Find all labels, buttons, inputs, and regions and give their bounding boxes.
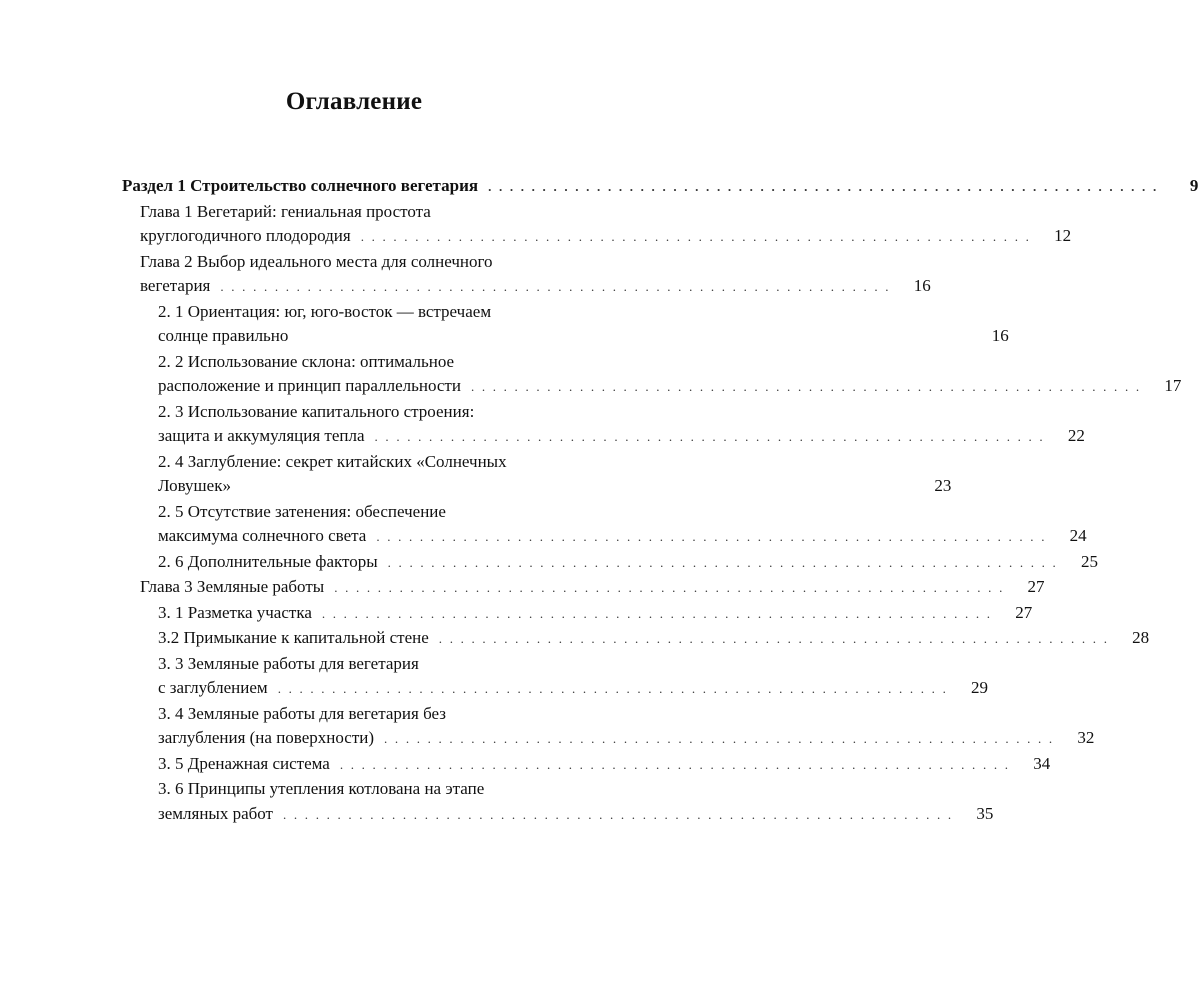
toc-entry[interactable]	[122, 626, 1150, 652]
toc-entry-title: с заглублением	[158, 678, 268, 697]
dot-leader: . . . . . . . . . . . . . . . . . . . . . . . . . . . . . . . . . . . . . . . . . . . . . . . . . . . . . . . . . . . . . .	[339, 756, 1011, 772]
toc-entry-title: 3. 1 Разметка участка	[158, 602, 312, 622]
toc-entry-line: 2. 5 Отсутствие затенения: обеспечение	[158, 501, 446, 521]
toc-entry[interactable]	[122, 350, 1182, 400]
toc-entry-line: Глава 1 Вегетарий: гениальная простота	[140, 201, 431, 221]
toc-page-number: 16	[913, 276, 931, 295]
toc-entry-title: Глава 3 Земляные работы	[140, 577, 325, 596]
toc-entry-title: круглогодичного плодородия	[140, 226, 351, 245]
toc-entry[interactable]	[122, 174, 1198, 200]
dot-leader: . . . . . . . . . . . . . . . . . . . . . . . . . . . . . . . . . . . . . . . . . . . . . . . . . . . . . . . . . . . . . .	[387, 554, 1059, 570]
toc-entry[interactable]	[122, 300, 1009, 350]
toc-entry[interactable]	[122, 450, 952, 500]
toc-entry-line: 2. 1 Ориентация: юг, юго-восток — встречаем	[158, 301, 492, 321]
toc-entry-title: максимума солнечного света	[158, 526, 367, 545]
toc-entry-title: заглубления (на поверхности)	[158, 728, 375, 747]
toc-entry-title: 2. 6 Дополнительные факторы	[158, 551, 378, 571]
toc-entry-line: 2. 2 Использование склона: оптимальное	[158, 351, 455, 371]
toc-entry-line: Глава 2 Выбор идеального места для солнечного	[140, 251, 493, 271]
toc-entry-title: Раздел 1 Строительство солнечного вегетария	[122, 176, 479, 195]
toc-page-number: 27	[1027, 577, 1045, 596]
toc-page-number: 35	[976, 803, 994, 823]
toc-page-number: 17	[1164, 376, 1182, 395]
toc-page-number: 12	[1054, 226, 1072, 245]
dot-leader: . . . . . . . . . . . . . . . . . . . . . . . . . . . . . . . . . . . . . . . . . . . . . . . . . . . . . . . . . . . . . .	[220, 279, 891, 294]
toc-entry-title: вегетария	[140, 276, 211, 295]
toc-entry-title: Ловушек»	[158, 476, 231, 495]
toc-entry[interactable]	[122, 652, 989, 702]
toc-entry-title: расположение и принцип параллельности	[158, 376, 461, 395]
toc-entry[interactable]	[122, 575, 1045, 601]
toc-entry-line: 3. 4 Земляные работы для вегетария без	[158, 703, 446, 723]
dot-leader: . . . . . . . . . . . . . . . . . . . . . . . . . . . . . . . . . . . . . . . . . . . . . . . . . . . . . . . . . . . . . .	[384, 731, 1055, 746]
toc-entry-title: земляных работ	[158, 803, 273, 823]
dot-leader: . . . . . . . . . . . . . . . . . . . . . . . . . . . . . . . . . . . . . . . . . . . . . . . . . . . . . . . . . . . . . .	[470, 379, 1142, 394]
toc-entry[interactable]	[122, 250, 931, 300]
toc-page-number: 24	[1069, 526, 1087, 545]
toc-entry-title: солнце правильно	[158, 326, 289, 345]
dot-leader: . . . . . . . . . . . . . . . . . . . . . . . . . . . . . . . . . . . . . . . . . . . . . . . . . . . . . . . . . . . . . .	[277, 681, 949, 696]
toc-page-number: 34	[1033, 753, 1051, 773]
toc-page-number: 25	[1081, 551, 1099, 571]
toc-entry-line: 2. 4 Заглубление: секрет китайских «Солнечных	[158, 451, 507, 471]
toc-entry[interactable]	[122, 702, 1095, 752]
toc-entry[interactable]	[122, 500, 1087, 550]
toc-page-number: 22	[1067, 426, 1085, 445]
dot-leader: . . . . . . . . . . . . . . . . . . . . . . . . . . . . . . . . . . . . . . . . . . . . . . . . . . . . . . . . . . . . . .	[374, 429, 1045, 444]
toc-entry[interactable]	[122, 752, 1051, 778]
page-title: Оглавление	[285, 88, 423, 115]
toc-page-number: 23	[934, 476, 952, 495]
toc-page-number: 16	[991, 326, 1009, 345]
toc-page-number: 28	[1132, 628, 1150, 647]
toc-entry[interactable]	[122, 200, 1072, 250]
toc-entry-line: 2. 3 Использование капитального строения:	[158, 401, 475, 421]
toc-entry[interactable]	[122, 601, 1033, 627]
toc-entry[interactable]	[122, 777, 994, 827]
toc-page-number: 29	[971, 678, 989, 697]
toc-page-number: 27	[1015, 602, 1033, 622]
dot-leader: . . . . . . . . . . . . . . . . . . . . . . . . . . . . . . . . . . . . . . . . . . . . . . . . . . . . . . . . . . . . . .	[488, 179, 1159, 194]
dot-leader: . . . . . . . . . . . . . . . . . . . . . . . . . . . . . . . . . . . . . . . . . . . . . . . . . . . . . . . . . . . . . .	[283, 806, 954, 822]
toc-entry[interactable]	[122, 400, 1085, 450]
toc-page-number: 9	[1189, 176, 1198, 195]
dot-leader: . . . . . . . . . . . . . . . . . . . . . . . . . . . . . . . . . . . . . . . . . . . . . . . . . . . . . . . . . . . . . .	[334, 580, 1005, 595]
toc-page-number: 32	[1077, 728, 1095, 747]
table-of-contents	[122, 174, 1198, 827]
toc-entry-title: 3. 5 Дренажная система	[158, 753, 330, 773]
toc-entry-title: защита и аккумуляция тепла	[158, 426, 365, 445]
toc-entry[interactable]	[122, 550, 1099, 576]
toc-entry-title: 3.2 Примыкание к капитальной стене	[158, 628, 429, 647]
toc-entry-line: 3. 6 Принципы утепления котлована на этапе	[158, 779, 485, 798]
dot-leader: . . . . . . . . . . . . . . . . . . . . . . . . . . . . . . . . . . . . . . . . . . . . . . . . . . . . . . . . . . . . . .	[321, 605, 993, 621]
toc-entry-line: 3. 3 Земляные работы для вегетария	[158, 653, 419, 673]
dot-leader: . . . . . . . . . . . . . . . . . . . . . . . . . . . . . . . . . . . . . . . . . . . . . . . . . . . . . . . . . . . . . .	[376, 529, 1047, 544]
dot-leader: . . . . . . . . . . . . . . . . . . . . . . . . . . . . . . . . . . . . . . . . . . . . . . . . . . . . . . . . . . . . . .	[360, 229, 1032, 244]
dot-leader: . . . . . . . . . . . . . . . . . . . . . . . . . . . . . . . . . . . . . . . . . . . . . . . . . . . . . . . . . . . . . .	[438, 631, 1110, 646]
